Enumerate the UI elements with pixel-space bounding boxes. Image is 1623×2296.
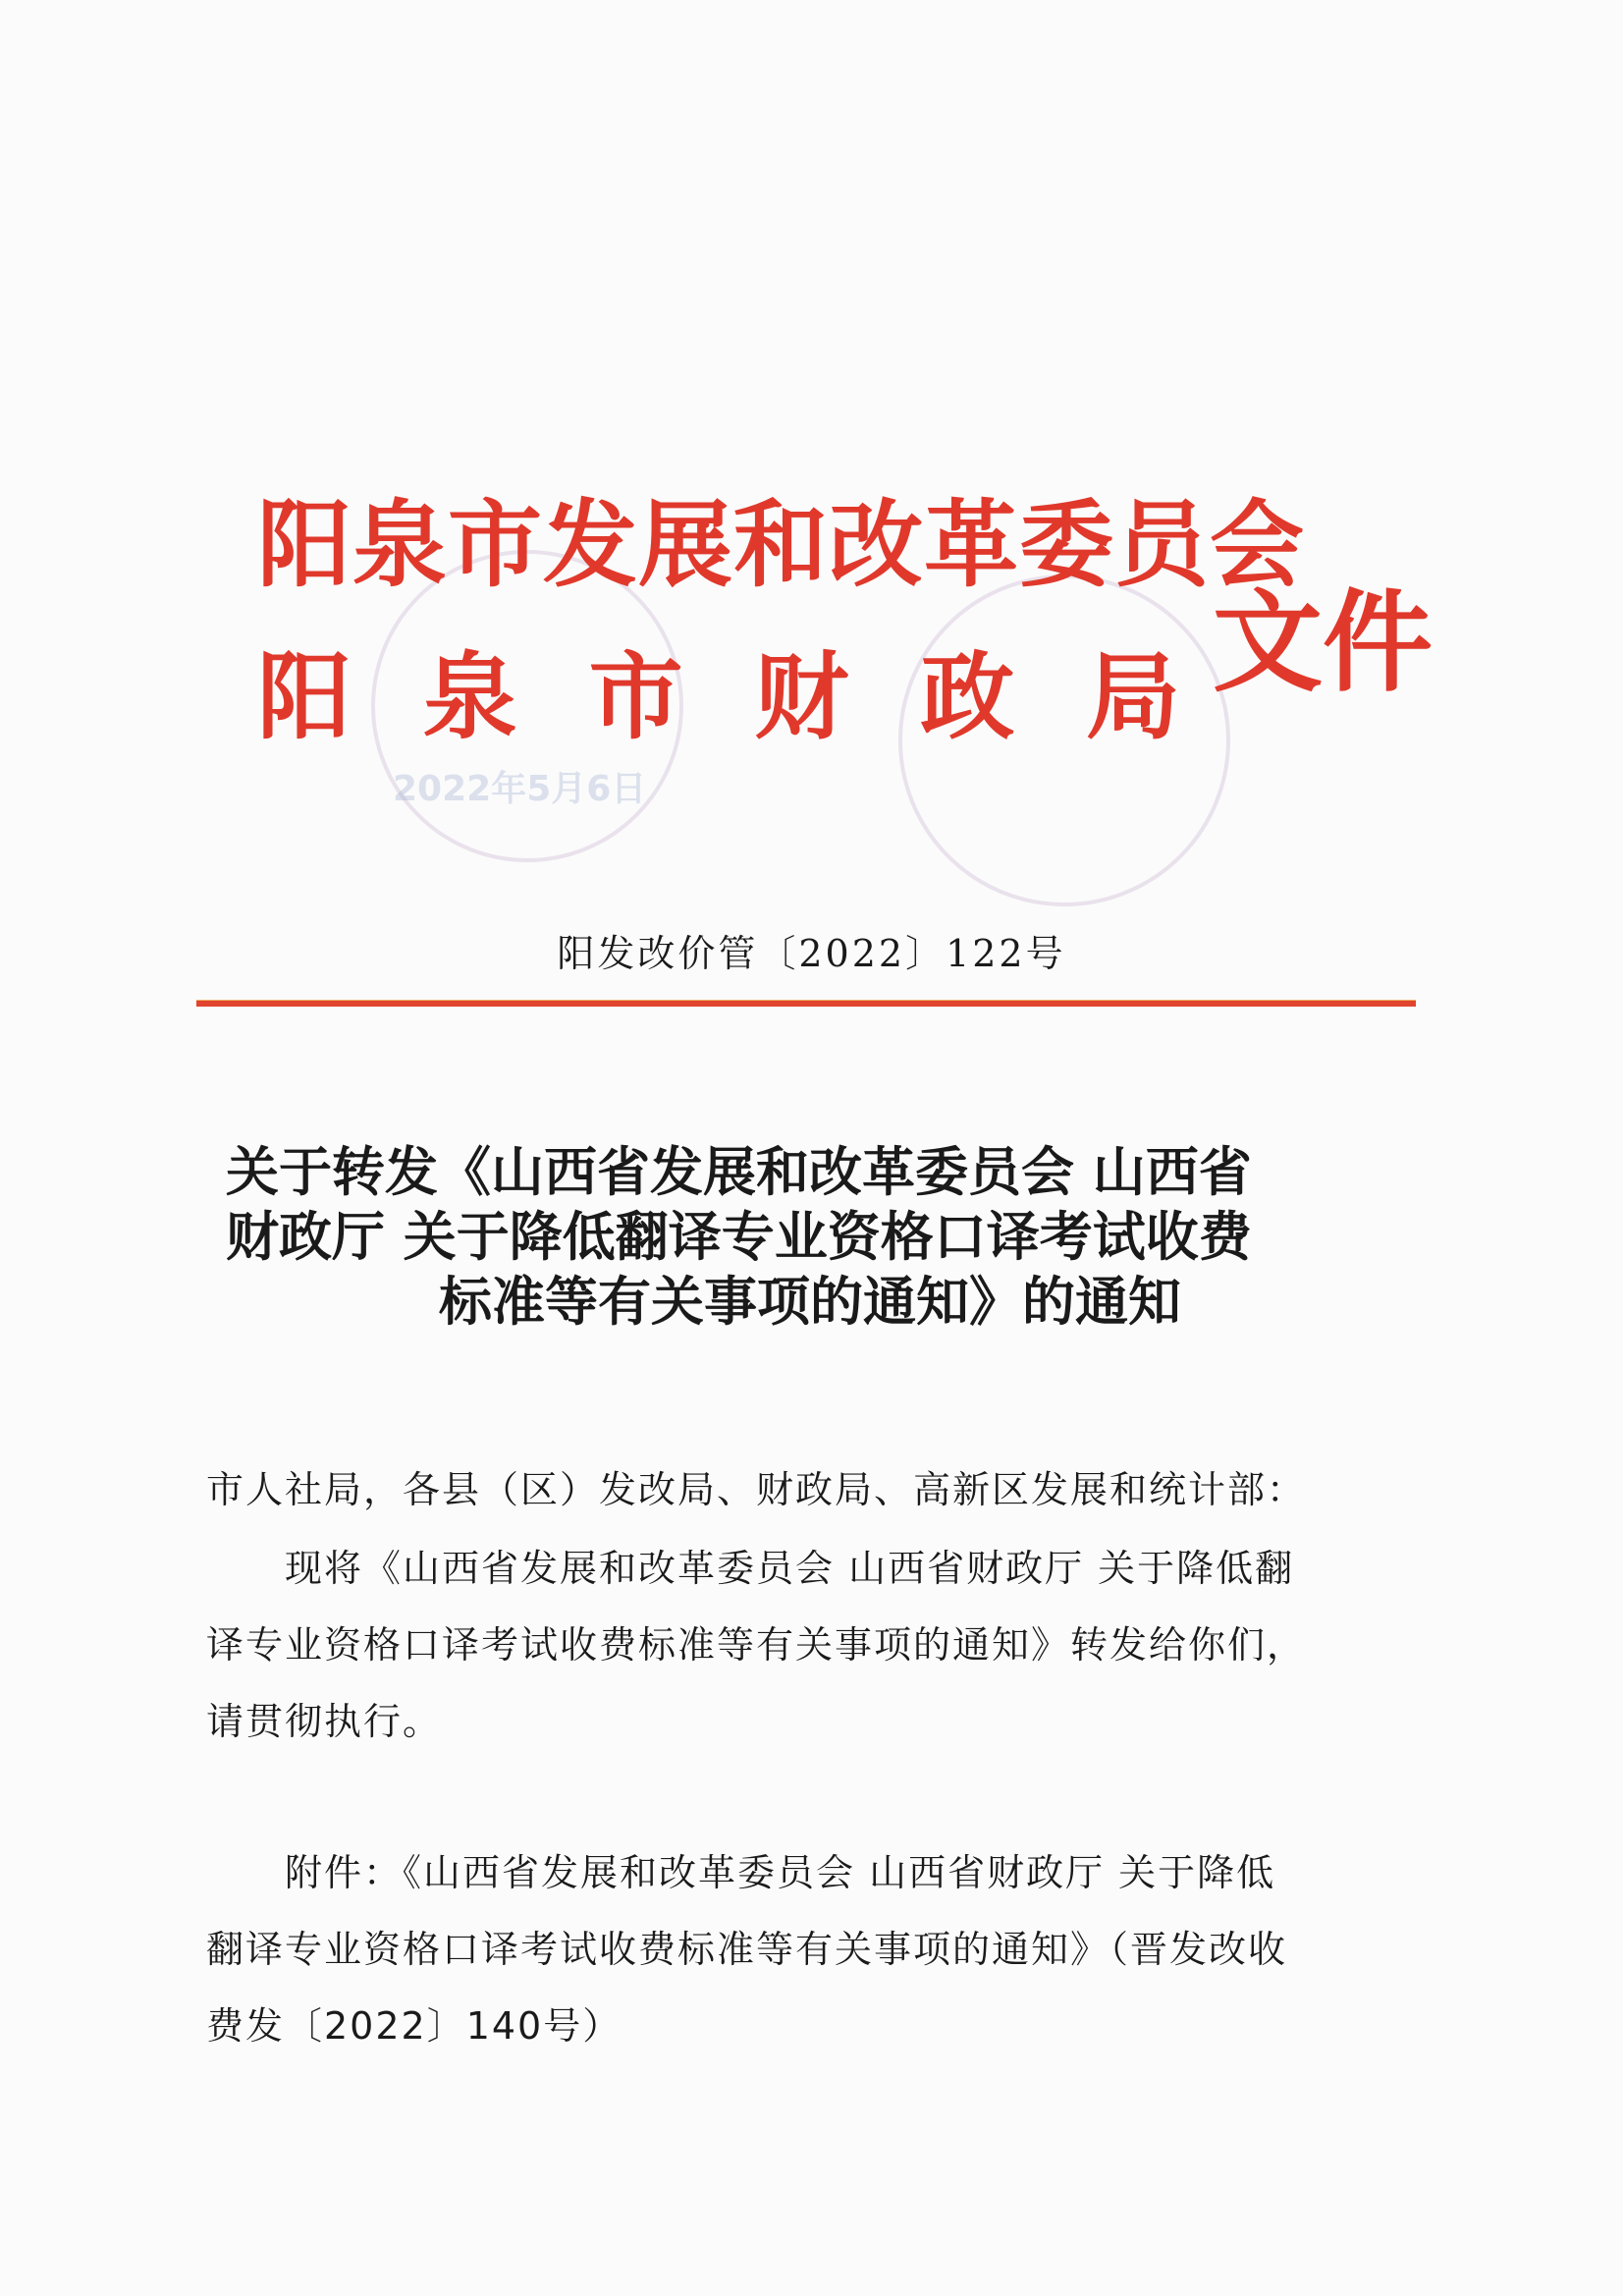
title-line: 标准等有关事项的通知》的通知 (439, 1270, 1181, 1333)
issuer-char: 会 (1210, 489, 1305, 600)
issuer-char: 市 (448, 489, 543, 600)
body-line: 现将《山西省发展和改革委员会 山西省财政厅 关于降低翻 (285, 1547, 1295, 1590)
seal-date: 2022年5月6日 (393, 769, 647, 809)
document-suffix: 文件 (1213, 578, 1433, 707)
issuer-char: 发 (543, 489, 638, 600)
issuer-char: 阳 (257, 489, 352, 600)
attachment-line: 费发〔2022〕140号） (206, 2004, 622, 2048)
issuer-char: 和 (733, 489, 829, 600)
title-line: 财政厅 关于降低翻译专业资格口译考试收费 (226, 1205, 1252, 1268)
issuer-char: 政 (920, 641, 1015, 752)
title-line: 关于转发《山西省发展和改革委员会 山西省 (226, 1140, 1252, 1203)
issuer-char: 局 (1085, 641, 1180, 752)
issuer-line-2 (257, 643, 1180, 751)
body-line: 译专业资格口译考试收费标准等有关事项的通知》转发给你们， (206, 1623, 1307, 1667)
issuer-char: 阳 (257, 641, 352, 752)
document-title (226, 1139, 1394, 1334)
issuer-char: 财 (754, 641, 849, 752)
document-number: 阳发改价管〔2022〕122号 (557, 932, 1066, 975)
attachment-note (206, 1834, 1409, 2064)
issuer-char: 泉 (422, 641, 517, 752)
attachment-line: 翻译专业资格口译考试收费标准等有关事项的通知》（晋发改收 (206, 1928, 1288, 1971)
issuer-char: 展 (638, 489, 733, 600)
issuer-char: 革 (924, 489, 1019, 600)
issuer-char: 改 (829, 489, 924, 600)
red-divider (196, 1000, 1416, 1007)
attachment-line: 附件：《山西省发展和改革委员会 山西省财政厅 关于降低 (285, 1851, 1276, 1894)
issuer-char: 委 (1019, 489, 1114, 600)
addressee (206, 1451, 1409, 1528)
body-line: 请贯彻执行。 (206, 1700, 443, 1743)
issuer-char: 员 (1114, 489, 1210, 600)
issuer-char: 市 (588, 641, 683, 752)
body-paragraph (206, 1530, 1409, 1760)
issuer-char: 泉 (352, 489, 448, 600)
issuer-line-1 (257, 489, 1305, 600)
addressee-line: 市人社局，各县（区）发改局、财政局、高新区发展和统计部： (206, 1468, 1307, 1511)
